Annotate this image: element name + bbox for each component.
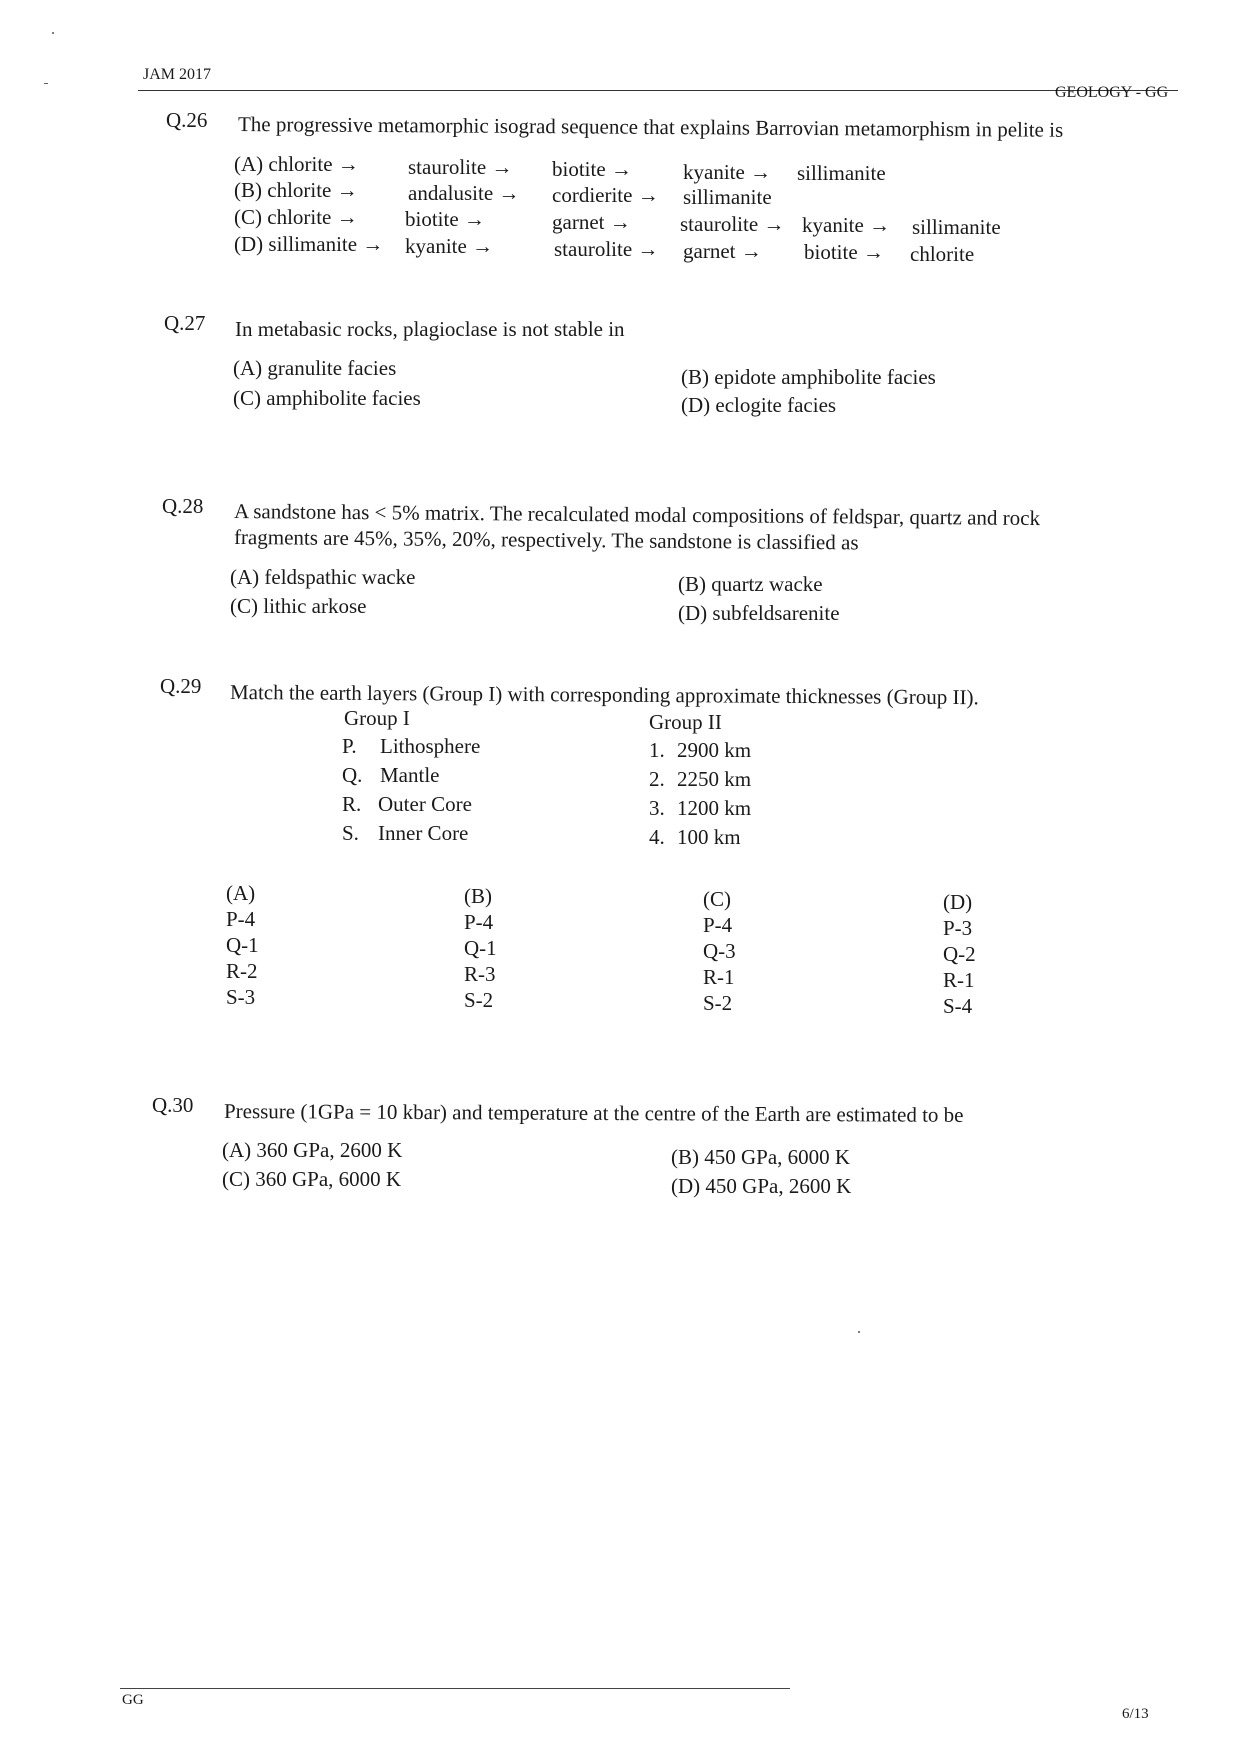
q30-option-d[interactable]: (D) 450 GPa, 2600 K [671, 1174, 852, 1198]
q27-option-d[interactable]: (D) eclogite facies [681, 393, 837, 417]
q26-opt-a-4: kyanite → [683, 160, 772, 184]
q26-text: The progressive metamorphic isograd sequence that explains Barrovian metamorphism in pelite is [237, 112, 1064, 142]
q27-text: In metabasic rocks, plagioclase is not stable in [235, 317, 625, 341]
q29-group1-outer-core: Outer Core [378, 792, 472, 816]
q30-option-a[interactable]: (A) 360 GPa, 2600 K [222, 1138, 403, 1162]
q26-opt-d-6: chlorite [910, 242, 975, 266]
q29-answer-a-p: P-4 [226, 907, 256, 931]
q29-group2-100km: 100 km [677, 825, 741, 849]
q29-group2-key-4: 4. [649, 825, 665, 849]
q29-answer-b-q: Q-1 [464, 936, 497, 960]
q29-answer-d-p: P-3 [943, 916, 973, 940]
q29-group1-key-r: R. [342, 792, 362, 816]
q26-opt-c-1[interactable]: (C) chlorite → [234, 205, 358, 229]
q26-opt-b-2: andalusite → [408, 181, 520, 205]
q29-answer-a-label[interactable]: (A) [226, 881, 256, 905]
q29-group2-2250km: 2250 km [677, 767, 752, 791]
q29-answer-a-s: S-3 [226, 985, 256, 1009]
q27-option-c[interactable]: (C) amphibolite facies [233, 386, 421, 410]
q26-opt-c-3: garnet → [552, 210, 631, 234]
footer-page-number: 6/13 [1122, 1706, 1149, 1722]
q26-opt-c-6: sillimanite [912, 215, 1001, 239]
q29-group1-mantle: Mantle [380, 763, 440, 787]
q27-number: Q.27 [164, 311, 206, 335]
q29-group1-lithosphere: Lithosphere [380, 734, 481, 758]
q28-option-d[interactable]: (D) subfeldsarenite [678, 601, 840, 625]
q30-option-c[interactable]: (C) 360 GPa, 6000 K [222, 1167, 402, 1191]
q26-number: Q.26 [166, 108, 208, 132]
scan-speck [858, 1331, 860, 1333]
q28-option-a[interactable]: (A) feldspathic wacke [230, 565, 416, 589]
q26-opt-b-4: sillimanite [683, 185, 772, 209]
q29-answer-b-s: S-2 [464, 988, 494, 1012]
q29-group2-1200km: 1200 km [677, 796, 752, 820]
scan-speck [52, 32, 54, 34]
q28-option-b[interactable]: (B) quartz wacke [678, 572, 823, 596]
q26-opt-c-2: biotite → [405, 207, 485, 231]
q29-answer-a-r: R-2 [226, 959, 258, 983]
q29-group1-key-p: P. [342, 734, 357, 758]
q29-group1-key-q: Q. [342, 763, 363, 787]
q29-answer-c-q: Q-3 [703, 939, 736, 963]
q29-group1-heading: Group I [344, 706, 410, 730]
q29-answer-b-r: R-3 [464, 962, 496, 986]
footer-rule [120, 1688, 790, 1689]
q26-opt-d-2: kyanite → [405, 234, 494, 258]
q26-opt-b-1[interactable]: (B) chlorite → [234, 178, 358, 202]
q26-opt-b-3: cordierite → [552, 183, 659, 207]
q29-number: Q.29 [160, 674, 202, 698]
q29-answer-c-r: R-1 [703, 965, 735, 989]
q30-option-b[interactable]: (B) 450 GPa, 6000 K [671, 1145, 851, 1169]
footer-paper-code: GG [122, 1692, 144, 1708]
q29-answer-c-s: S-2 [703, 991, 733, 1015]
q30-number: Q.30 [152, 1093, 194, 1117]
q29-answer-a-q: Q-1 [226, 933, 259, 957]
q29-text: Match the earth layers (Group I) with corresponding approximate thicknesses (Group II). [229, 680, 979, 710]
q29-answer-b-p: P-4 [464, 910, 494, 934]
q29-group1-key-s: S. [342, 821, 359, 845]
q29-group2-2900km: 2900 km [677, 738, 752, 762]
q26-opt-d-1[interactable]: (D) sillimanite → [234, 232, 384, 256]
q29-answer-b-label[interactable]: (B) [464, 884, 492, 908]
header-exam-title: JAM 2017 [143, 66, 212, 83]
header-rule [138, 90, 1178, 91]
q26-opt-d-4: garnet → [683, 239, 762, 263]
q29-answer-d-q: Q-2 [943, 942, 976, 966]
q29-answer-d-r: R-1 [943, 968, 975, 992]
q29-answer-d-label[interactable]: (D) [943, 890, 973, 914]
q29-answer-c-label[interactable]: (C) [703, 887, 731, 911]
q26-opt-c-5: kyanite → [802, 213, 891, 237]
scan-speck [44, 83, 48, 84]
q29-group2-key-2: 2. [649, 767, 665, 791]
q26-opt-c-4: staurolite → [680, 212, 785, 236]
q28-number: Q.28 [162, 494, 204, 518]
q27-option-b[interactable]: (B) epidote amphibolite facies [681, 365, 936, 389]
q29-group2-key-3: 3. [649, 796, 665, 820]
q26-opt-d-5: biotite → [804, 240, 884, 264]
q26-opt-d-3: staurolite → [554, 237, 659, 261]
q26-opt-a-3: biotite → [552, 157, 632, 181]
q29-answer-c-p: P-4 [703, 913, 733, 937]
q29-group1-inner-core: Inner Core [378, 821, 469, 845]
q28-text-line2: fragments are 45%, 35%, 20%, respectively. The sandstone is classified as [233, 525, 859, 555]
q29-group2-heading: Group II [649, 710, 722, 734]
q30-text: Pressure (1GPa = 10 kbar) and temperature at the centre of the Earth are estimated to be [223, 1099, 964, 1127]
q26-opt-a-5: sillimanite [797, 161, 886, 185]
q27-option-a[interactable]: (A) granulite facies [233, 356, 397, 380]
q26-opt-a-1[interactable]: (A) chlorite → [234, 152, 359, 176]
q28-option-c[interactable]: (C) lithic arkose [230, 594, 367, 618]
q29-group2-key-1: 1. [649, 738, 665, 762]
header-subject: GEOLOGY - GG [1055, 84, 1169, 101]
q26-opt-a-2: staurolite → [408, 155, 513, 179]
q28-text-line1: A sandstone has < 5% matrix. The recalculated modal compositions of feldspar, quartz and rock [233, 499, 1041, 531]
q29-answer-d-s: S-4 [943, 994, 973, 1018]
